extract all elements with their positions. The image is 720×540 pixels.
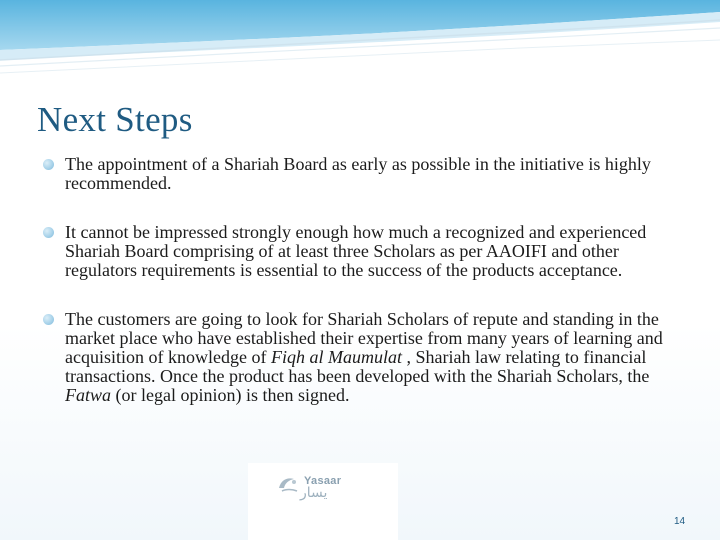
bullet-text (65, 310, 683, 405)
page-number: 14 (674, 516, 686, 527)
bullet-text-part: The customers are going to look for Shariah Scholars of repute and standing in the market place who have established their expertise from many years of learning and acquisition of knowledge of (65, 309, 663, 367)
bullet-text: The appointment of a Shariah Board as early as possible in the initiative is highly recommended. (65, 154, 651, 193)
logo-text-ar: يسار (300, 485, 328, 501)
bullet-text-part: , Shariah law relating to financial transactions. Once the product has been developed with the Shariah Scholars, the (65, 347, 650, 386)
bullet-text: It cannot be impressed strongly enough how much a recognized and experienced Shariah Board comprising of at least three Scholars as per AAOIFI and other regulators requirements is essential to the success of the products acceptance. (65, 222, 647, 280)
logo-text-en: Yasaar (304, 475, 342, 487)
bullet-dot-icon (43, 314, 54, 325)
bullet-item (43, 223, 683, 280)
bullet-item (43, 310, 683, 405)
bullet-text-part: (or legal opinion) is then signed. (111, 385, 350, 405)
logo-emblem-icon (276, 473, 300, 495)
header-wave-decoration (0, 0, 720, 90)
bullet-dot-icon (43, 159, 54, 170)
term-fiqh-al-maumulat: Fiqh al Maumulat (270, 347, 402, 367)
yasaar-logo (248, 463, 398, 540)
bullet-list (43, 155, 683, 405)
bullet-dot-icon (43, 227, 54, 238)
bullet-item (43, 155, 683, 193)
slide-title: Next Steps (37, 100, 193, 139)
term-fatwa: Fatwa (65, 385, 112, 405)
